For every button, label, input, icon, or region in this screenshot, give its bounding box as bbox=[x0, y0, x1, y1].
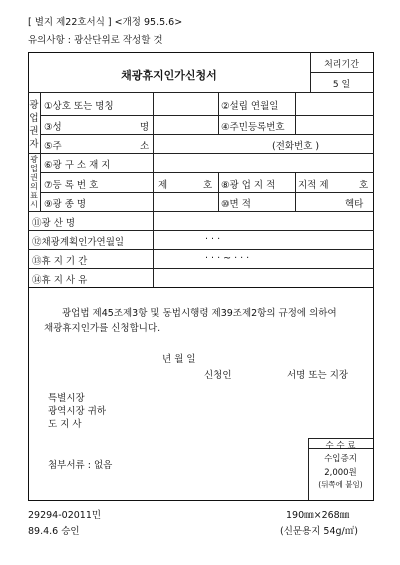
frame-bottom bbox=[28, 500, 374, 501]
processing-period-value: 5 일 bbox=[332, 80, 351, 90]
field-address-a: ⑤주 bbox=[44, 141, 62, 152]
applicant-side-label: 광업권자 bbox=[29, 100, 39, 150]
footer-paper: (신문용지 54g/㎡) bbox=[280, 526, 358, 537]
attachments: 첨부서류 : 없음 bbox=[48, 460, 113, 471]
footer-size: 190㎜×268㎜ bbox=[286, 510, 350, 521]
addressee-1: 특별시장 bbox=[48, 393, 85, 404]
field-mine-location: ⑥광 구 소 재 지 bbox=[44, 160, 111, 171]
footer-approval: 89.4.6 승인 bbox=[28, 526, 80, 537]
form-note: 유의사항 : 광산단위로 작성할 것 bbox=[28, 35, 163, 46]
frame-top bbox=[28, 52, 374, 53]
field-mineral-type: ⑨광 종 명 bbox=[44, 199, 87, 210]
field-phone: (전화번호 ) bbox=[272, 141, 320, 152]
processing-period-label: 처리기간 bbox=[324, 60, 359, 70]
field-registration-suffix: 호 bbox=[203, 180, 213, 191]
field-name-b: 명 bbox=[140, 122, 150, 133]
date-line: 년 월 일 bbox=[162, 354, 196, 365]
field-suspension-dots: · · · ~ · · · bbox=[205, 253, 250, 264]
body-text-1: 광업법 제45조제3항 및 동법시행령 제39조제2항의 규정에 의하여 bbox=[62, 308, 337, 319]
field-mining-cadastre: ⑧광 업 지 적 bbox=[221, 180, 276, 191]
field-resident-number: ④주민등록번호 bbox=[221, 122, 285, 133]
field-area: ⑩면 적 bbox=[221, 199, 251, 210]
addressee-3: 도 지 사 bbox=[48, 419, 82, 430]
form-number: [ 별지 제22호서식 ] <개정 95.5.6> bbox=[28, 17, 183, 28]
field-registration-prefix: 제 bbox=[158, 180, 168, 191]
form-title: 채광휴지인가신청서 bbox=[121, 69, 217, 82]
footer-code: 29294-02011민 bbox=[28, 510, 102, 521]
field-company-name: ①상호 또는 명칭 bbox=[44, 101, 114, 112]
field-cadastre-suffix: 호 bbox=[359, 180, 369, 191]
field-suspension-period: ⑬휴 지 기 간 bbox=[32, 256, 88, 267]
field-name-a: ③성 bbox=[44, 122, 62, 133]
field-establish-date: ②설립 연월일 bbox=[221, 101, 279, 112]
fee-title: 수 수 료 bbox=[325, 441, 356, 451]
fee-amount: 2,000원 bbox=[324, 468, 357, 478]
fee-stamp: 수입증지 bbox=[324, 454, 357, 464]
field-plan-approval-date: ⑫채광계획인가연월일 bbox=[32, 237, 125, 248]
body-text-2: 채광휴지인가를 신청합니다. bbox=[44, 323, 161, 334]
field-cadastre-prefix: 지적 제 bbox=[298, 180, 329, 191]
field-mine-name: ⑪광 산 명 bbox=[32, 218, 76, 229]
fee-note: (뒤쪽에 붙임) bbox=[318, 480, 363, 489]
applicant-label: 신청인 bbox=[204, 370, 232, 381]
addressee-2: 광역시장 귀하 bbox=[48, 406, 107, 417]
mining-right-side-label: 광업권의표시 bbox=[30, 155, 38, 209]
field-registration-number: ⑦등 록 번 호 bbox=[44, 180, 99, 191]
field-plan-approval-dots: · · · bbox=[205, 234, 221, 245]
field-suspension-reason: ⑭휴 지 사 유 bbox=[32, 275, 88, 286]
frame-right bbox=[373, 52, 374, 500]
field-area-unit: 헥타 bbox=[345, 199, 364, 210]
field-address-b: 소 bbox=[140, 141, 150, 152]
signature-label: 서명 또는 지장 bbox=[287, 370, 349, 381]
